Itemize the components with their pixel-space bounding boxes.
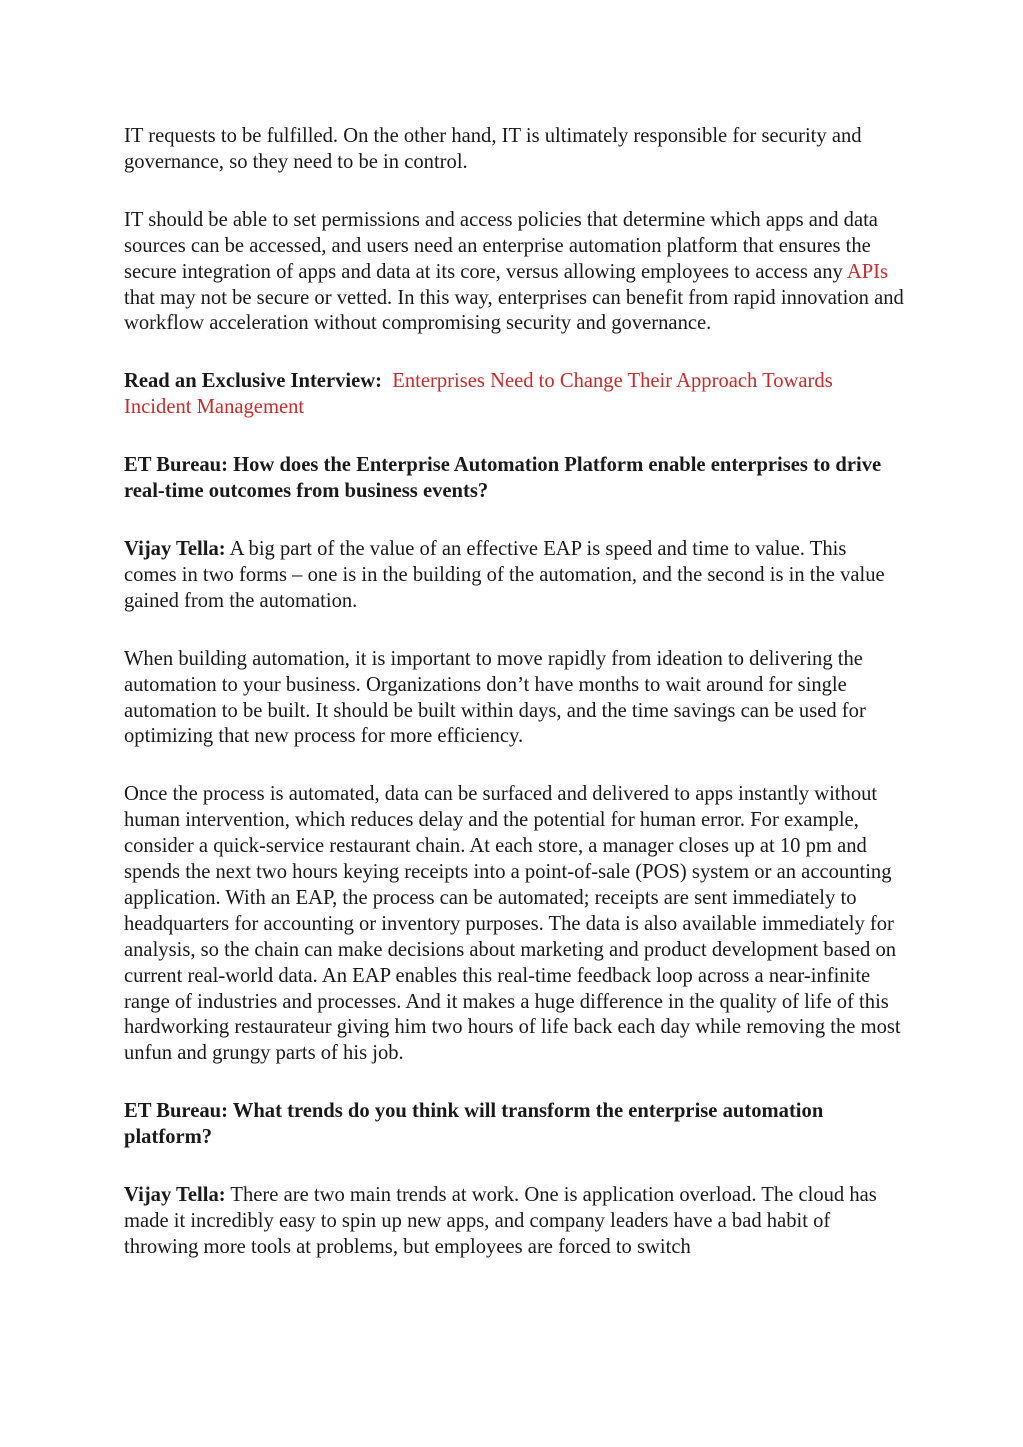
paragraph-process-automated: Once the process is automated, data can be surfaced and delivered to apps instantly without human intervention, which reduces delay and the potential for human error. For example, consider a quick-service restaurant chain. At each store, a manager closes up at 10 pm and spends the next two hours keying receipts into a point-of-sale (POS) system or an accounting application. With an EAP, the process can be automated; receipts are sent immediately to headquarters for accounting or inventory purposes. The data is also available immediately for analysis, so the chain can make decisions about marketing and product development based on current real-world data. An EAP enables this real-time feedback loop across a near-infinite range of industries and processes. And it makes a huge difference in the quality of life of this hardworking restaurateur giving him two hours of life back each day while removing the most unfun and grungy parts of his job. — [124, 783, 901, 1065]
read-interview-label: Read an Exclusive Interview: — [124, 370, 382, 393]
answer-2-speaker: Vijay Tella: — [124, 1184, 226, 1207]
answer-1-speaker: Vijay Tella: — [124, 537, 226, 560]
paragraph-it-requests: IT requests to be fulfilled. On the other hand, IT is ultimately responsible for security and governance, so they need to be in control. — [124, 125, 862, 173]
answer-1 — [124, 537, 904, 615]
question-1 — [124, 453, 904, 505]
question-2 — [124, 1099, 904, 1151]
answer-2 — [124, 1183, 904, 1261]
interview-link[interactable]: Enterprises Need to Change Their Approach Towards Incident Management — [124, 370, 833, 419]
question-2-text: ET Bureau: What trends do you think will transform the enterprise automation platform? — [124, 1100, 824, 1149]
paragraph-permissions — [124, 208, 904, 338]
answer-2-text: There are two main trends at work. One is application overload. The cloud has made it incredibly easy to spin up new apps, and company leaders have a bad habit of throwing more tools at problems, but employees are forced to switch — [124, 1184, 877, 1258]
read-interview-line — [124, 369, 904, 421]
question-1-text: ET Bureau: How does the Enterprise Automation Platform enable enterprises to drive real-time outcomes from business events? — [124, 454, 882, 503]
document-page — [124, 124, 904, 1293]
paragraph-building-automation: When building automation, it is important to move rapidly from ideation to delivering the automation to your business. Organizations don’t have months to wait around for single automation to be built. It should be built within days, and the time savings can be used for optimizing that new process for more efficiency. — [124, 647, 866, 748]
paragraph-permissions-text-1: IT should be able to set permissions and access policies that determine which apps and data sources can be accessed, and users need an enterprise automation platform that ensures the secure integration of apps and data at its core, versus allowing employees to access any — [124, 208, 878, 283]
answer-1-text: A big part of the value of an effective EAP is speed and time to value. This comes in two forms – one is in the building of the automation, and the second is in the value gained from the automation. — [124, 537, 885, 612]
apis-link[interactable]: APIs — [846, 260, 889, 283]
paragraph-permissions-text-2: that may not be secure or vetted. In this way, enterprises can benefit from rapid innovation and workflow acceleration without compromising security and governance. — [124, 286, 904, 335]
